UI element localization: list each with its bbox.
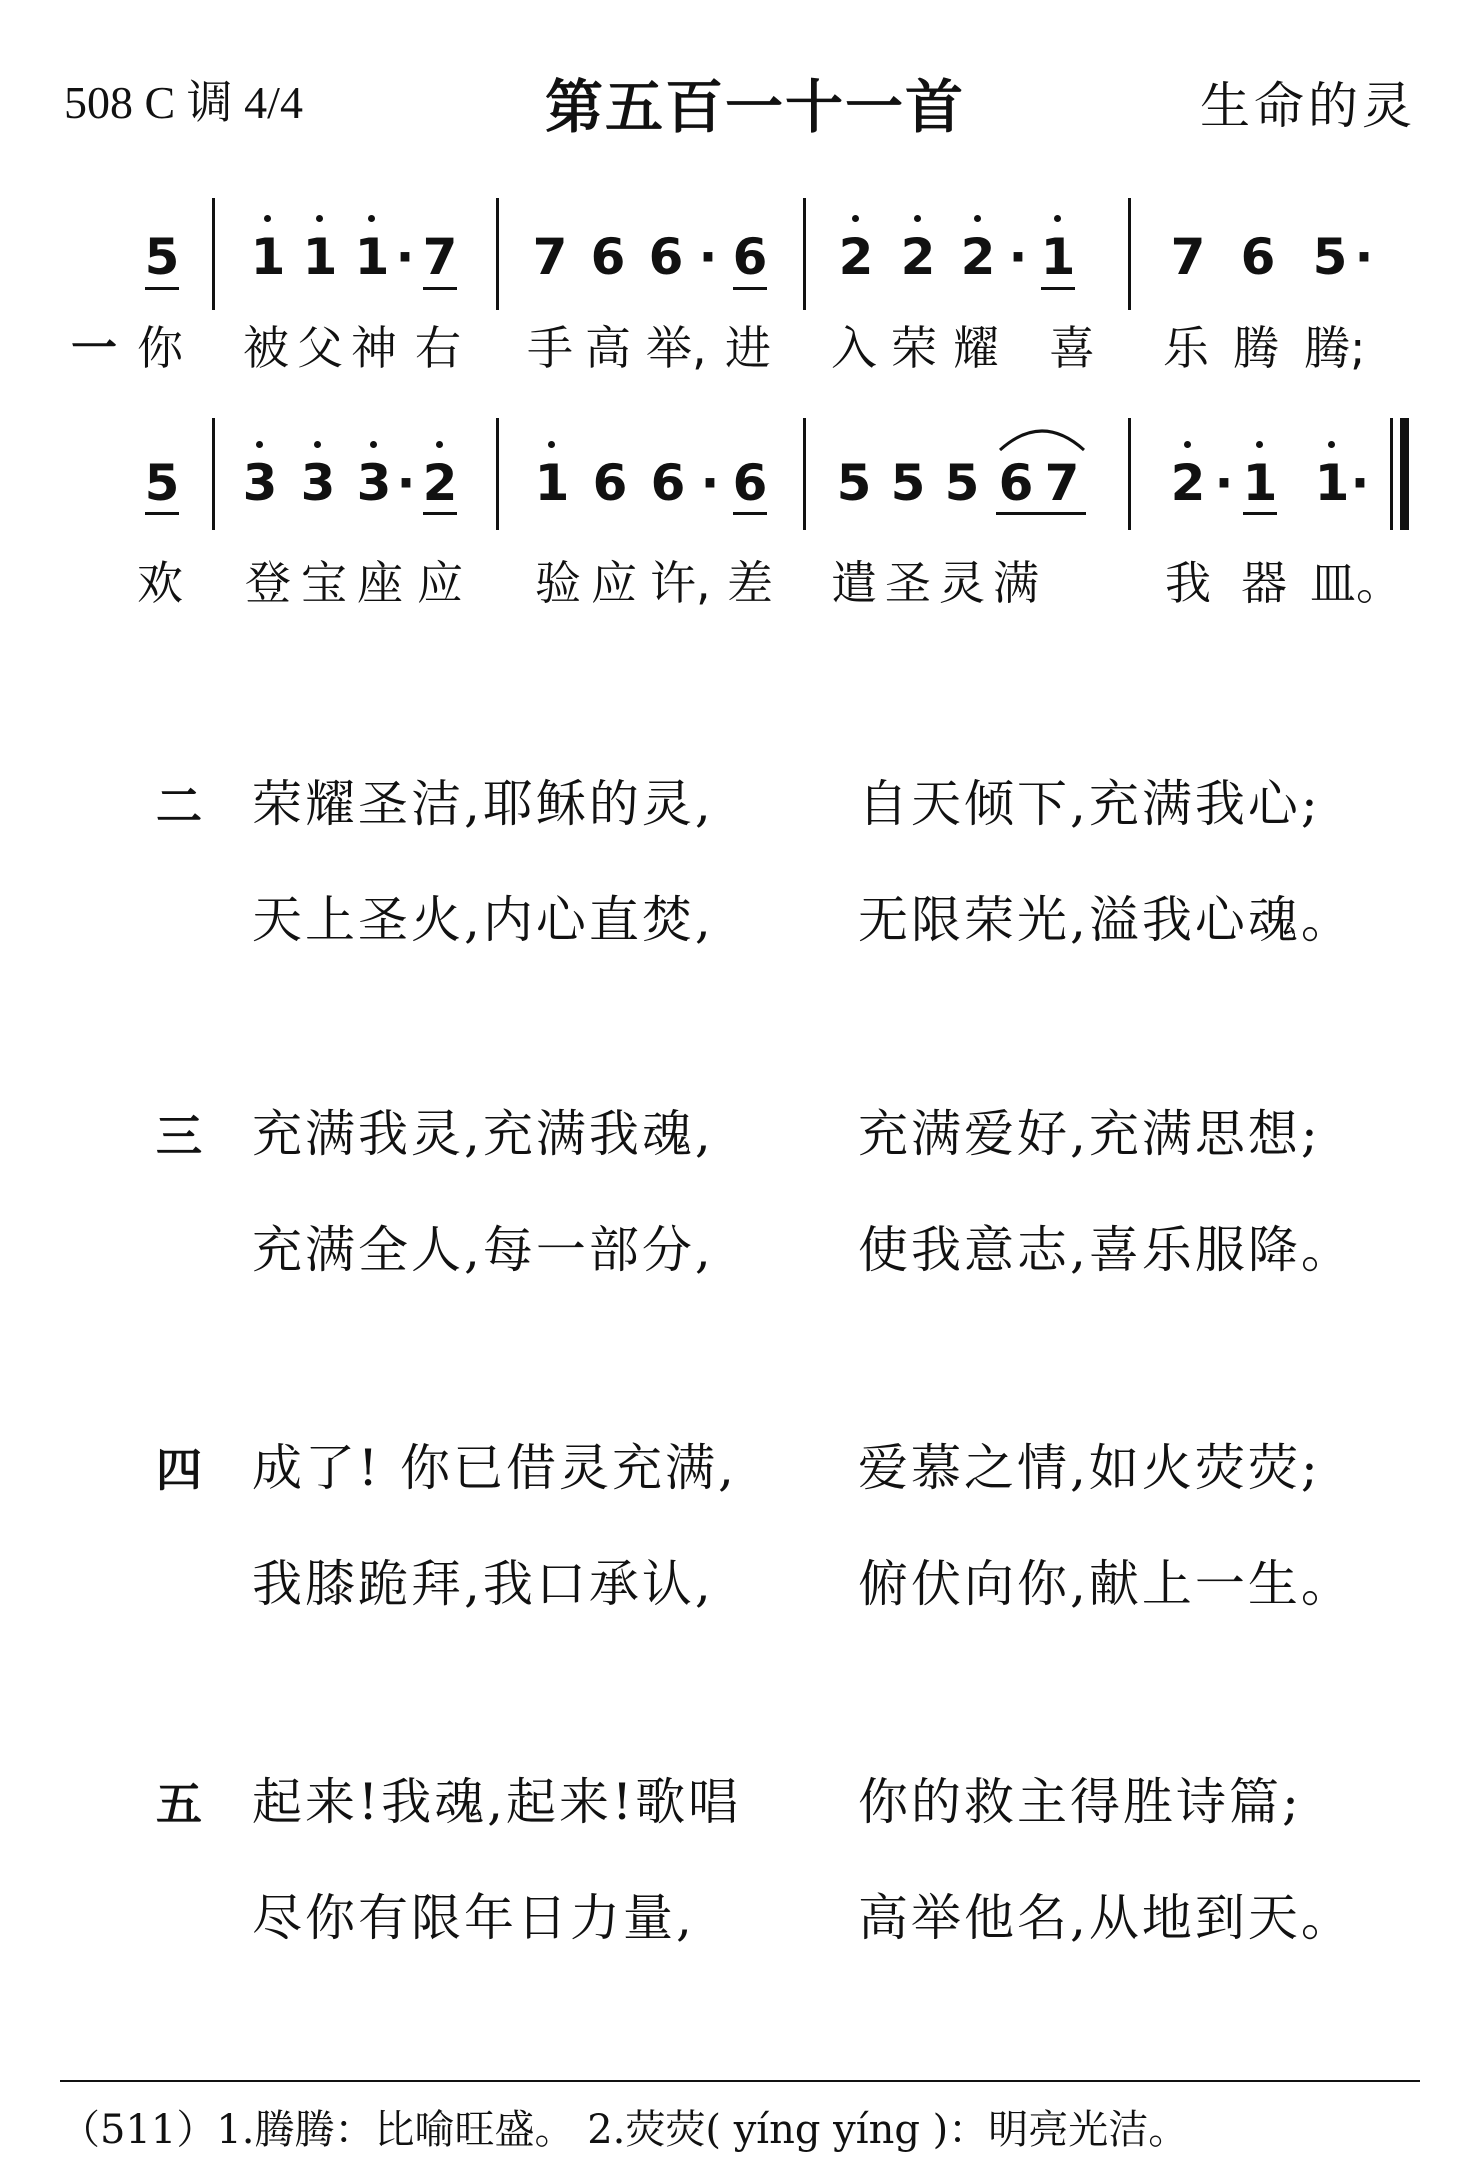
note: 7	[1044, 454, 1080, 512]
barline	[212, 418, 215, 530]
lyric: 腾	[1233, 321, 1279, 375]
note: 5	[1312, 228, 1348, 286]
lyric: 荣	[891, 321, 937, 375]
verse-line: 荣耀圣洁,耶稣的灵,	[252, 775, 714, 833]
high-dot	[316, 215, 323, 222]
note: 2	[838, 228, 874, 286]
high-dot	[1256, 441, 1263, 448]
verse-number: 二	[156, 779, 202, 833]
note: 6	[650, 454, 686, 512]
lyric: 你	[137, 321, 183, 375]
underline	[1243, 512, 1277, 515]
lyric: 我	[1165, 556, 1211, 610]
underline	[145, 287, 179, 290]
high-dot	[368, 215, 375, 222]
underline	[145, 512, 179, 515]
note: 6	[1240, 228, 1276, 286]
note: 6	[590, 228, 626, 286]
footnote: （511）1.腾腾：比喻旺盛。 2.荧荧( yíng yíng )：明亮光洁。	[60, 2107, 1189, 2153]
note: 6	[648, 228, 684, 286]
note: 7	[532, 228, 568, 286]
note: 5	[836, 454, 872, 512]
lyric: 手	[527, 321, 573, 375]
lyric: 父	[297, 321, 343, 375]
high-dot	[1328, 441, 1335, 448]
augmentation-dot: ·	[396, 454, 416, 512]
lyric: 进	[725, 321, 771, 375]
note: 2	[900, 228, 936, 286]
lyric: 右	[415, 321, 461, 375]
note: 1	[354, 228, 390, 286]
high-dot	[264, 215, 271, 222]
hymn-title: 第五百一十一首	[545, 73, 966, 141]
high-dot	[314, 441, 321, 448]
augmentation-dot: ·	[1350, 454, 1370, 512]
barline	[496, 198, 499, 310]
final-barline-thin	[1390, 418, 1393, 530]
verse-line: 俯伏向你,献上一生。	[858, 1555, 1354, 1613]
lyric: 座	[357, 556, 403, 610]
note: 7	[1170, 228, 1206, 286]
high-dot	[974, 215, 981, 222]
lyric: 腾;	[1304, 321, 1366, 375]
high-dot	[914, 215, 921, 222]
verse-line: 充满爱好,充满思想;	[858, 1105, 1321, 1163]
note: 3	[300, 454, 336, 512]
underline	[423, 512, 457, 515]
lyric: 验	[535, 556, 581, 610]
note: 1	[534, 454, 570, 512]
lyric: 灵	[939, 556, 985, 610]
verse-line: 成了! 你已借灵充满,	[252, 1439, 737, 1497]
slur	[996, 420, 1088, 454]
lyric: 喜	[1049, 321, 1095, 375]
note: 3	[242, 454, 278, 512]
note: 1	[1242, 454, 1278, 512]
lyric: 登	[245, 556, 291, 610]
high-dot	[1054, 215, 1061, 222]
augmentation-dot: ·	[395, 228, 415, 286]
lyric: 耀	[953, 321, 999, 375]
high-dot	[548, 441, 555, 448]
high-dot	[370, 441, 377, 448]
underline	[733, 512, 767, 515]
note: 5	[890, 454, 926, 512]
lyric: 许,	[650, 556, 711, 610]
lyric: 满	[993, 556, 1039, 610]
barline	[803, 198, 806, 310]
lyric: 举,	[646, 321, 707, 375]
lyric: 应	[591, 556, 637, 610]
verse-line: 高举他名,从地到天。	[858, 1889, 1354, 1947]
augmentation-dot: ·	[1008, 228, 1028, 286]
lyric: 皿。	[1310, 556, 1402, 610]
lyric: 遣	[831, 556, 877, 610]
verse-line: 无限荣光,溢我心魂。	[858, 891, 1354, 949]
note: 2	[1170, 454, 1206, 512]
lyric: 器	[1241, 556, 1287, 610]
note: 1	[1314, 454, 1350, 512]
lyric: 高	[585, 321, 631, 375]
high-dot	[256, 441, 263, 448]
barline	[803, 418, 806, 530]
barline	[212, 198, 215, 310]
underline	[1041, 287, 1075, 290]
note: 6	[732, 454, 768, 512]
verse-line: 自天倾下,充满我心;	[858, 775, 1321, 833]
verse-line: 爱慕之情,如火荧荧;	[858, 1439, 1321, 1497]
augmentation-dot: ·	[1354, 228, 1374, 286]
lyric: 神	[351, 321, 397, 375]
verse-number: 五	[156, 1777, 202, 1831]
verse-number: 四	[156, 1443, 202, 1497]
verse-line: 使我意志,喜乐服降。	[858, 1221, 1354, 1279]
augmentation-dot: ·	[698, 228, 718, 286]
note: 1	[250, 228, 286, 286]
verse-line: 充满我灵,充满我魂,	[252, 1105, 714, 1163]
note: 2	[960, 228, 996, 286]
verse-label: 一	[71, 321, 117, 375]
verse-number: 三	[156, 1109, 202, 1163]
augmentation-dot: ·	[1214, 454, 1234, 512]
verse-line: 天上圣火,内心直焚,	[252, 891, 714, 949]
barline	[1128, 418, 1131, 530]
lyric: 被	[243, 321, 289, 375]
lyric: 宝	[301, 556, 347, 610]
verse-line: 尽你有限年日力量,	[252, 1889, 695, 1947]
footnote-rule	[60, 2080, 1420, 2082]
lyric: 入	[831, 321, 877, 375]
high-dot	[436, 441, 443, 448]
high-dot	[852, 215, 859, 222]
note: 1	[1040, 228, 1076, 286]
augmentation-dot: ·	[700, 454, 720, 512]
lyric: 差	[727, 556, 773, 610]
note: 6	[998, 454, 1034, 512]
lyric: 应	[417, 556, 463, 610]
underline	[996, 512, 1086, 515]
note: 5	[944, 454, 980, 512]
barline	[496, 418, 499, 530]
hymn-number-key-time: 508 C 调 4/4	[64, 77, 303, 128]
barline	[1128, 198, 1131, 310]
underline	[733, 287, 767, 290]
note: 1	[302, 228, 338, 286]
verse-line: 我膝跪拜,我口承认,	[252, 1555, 714, 1613]
verse-line: 起来!我魂,起来!歌唱	[252, 1773, 742, 1831]
lyric: 圣	[885, 556, 931, 610]
underline	[423, 287, 457, 290]
verse-line: 充满全人,每一部分,	[252, 1221, 714, 1279]
note: 3	[356, 454, 392, 512]
note: 2	[422, 454, 458, 512]
hymn-name: 生命的灵	[1200, 77, 1416, 135]
lyric: 欢	[137, 556, 183, 610]
note: 5	[144, 228, 180, 286]
note: 5	[144, 454, 180, 512]
high-dot	[1184, 441, 1191, 448]
note: 6	[732, 228, 768, 286]
verse-line: 你的救主得胜诗篇;	[858, 1773, 1302, 1831]
note: 6	[592, 454, 628, 512]
final-barline-thick	[1400, 418, 1409, 530]
note: 7	[422, 228, 458, 286]
lyric: 乐	[1163, 321, 1209, 375]
